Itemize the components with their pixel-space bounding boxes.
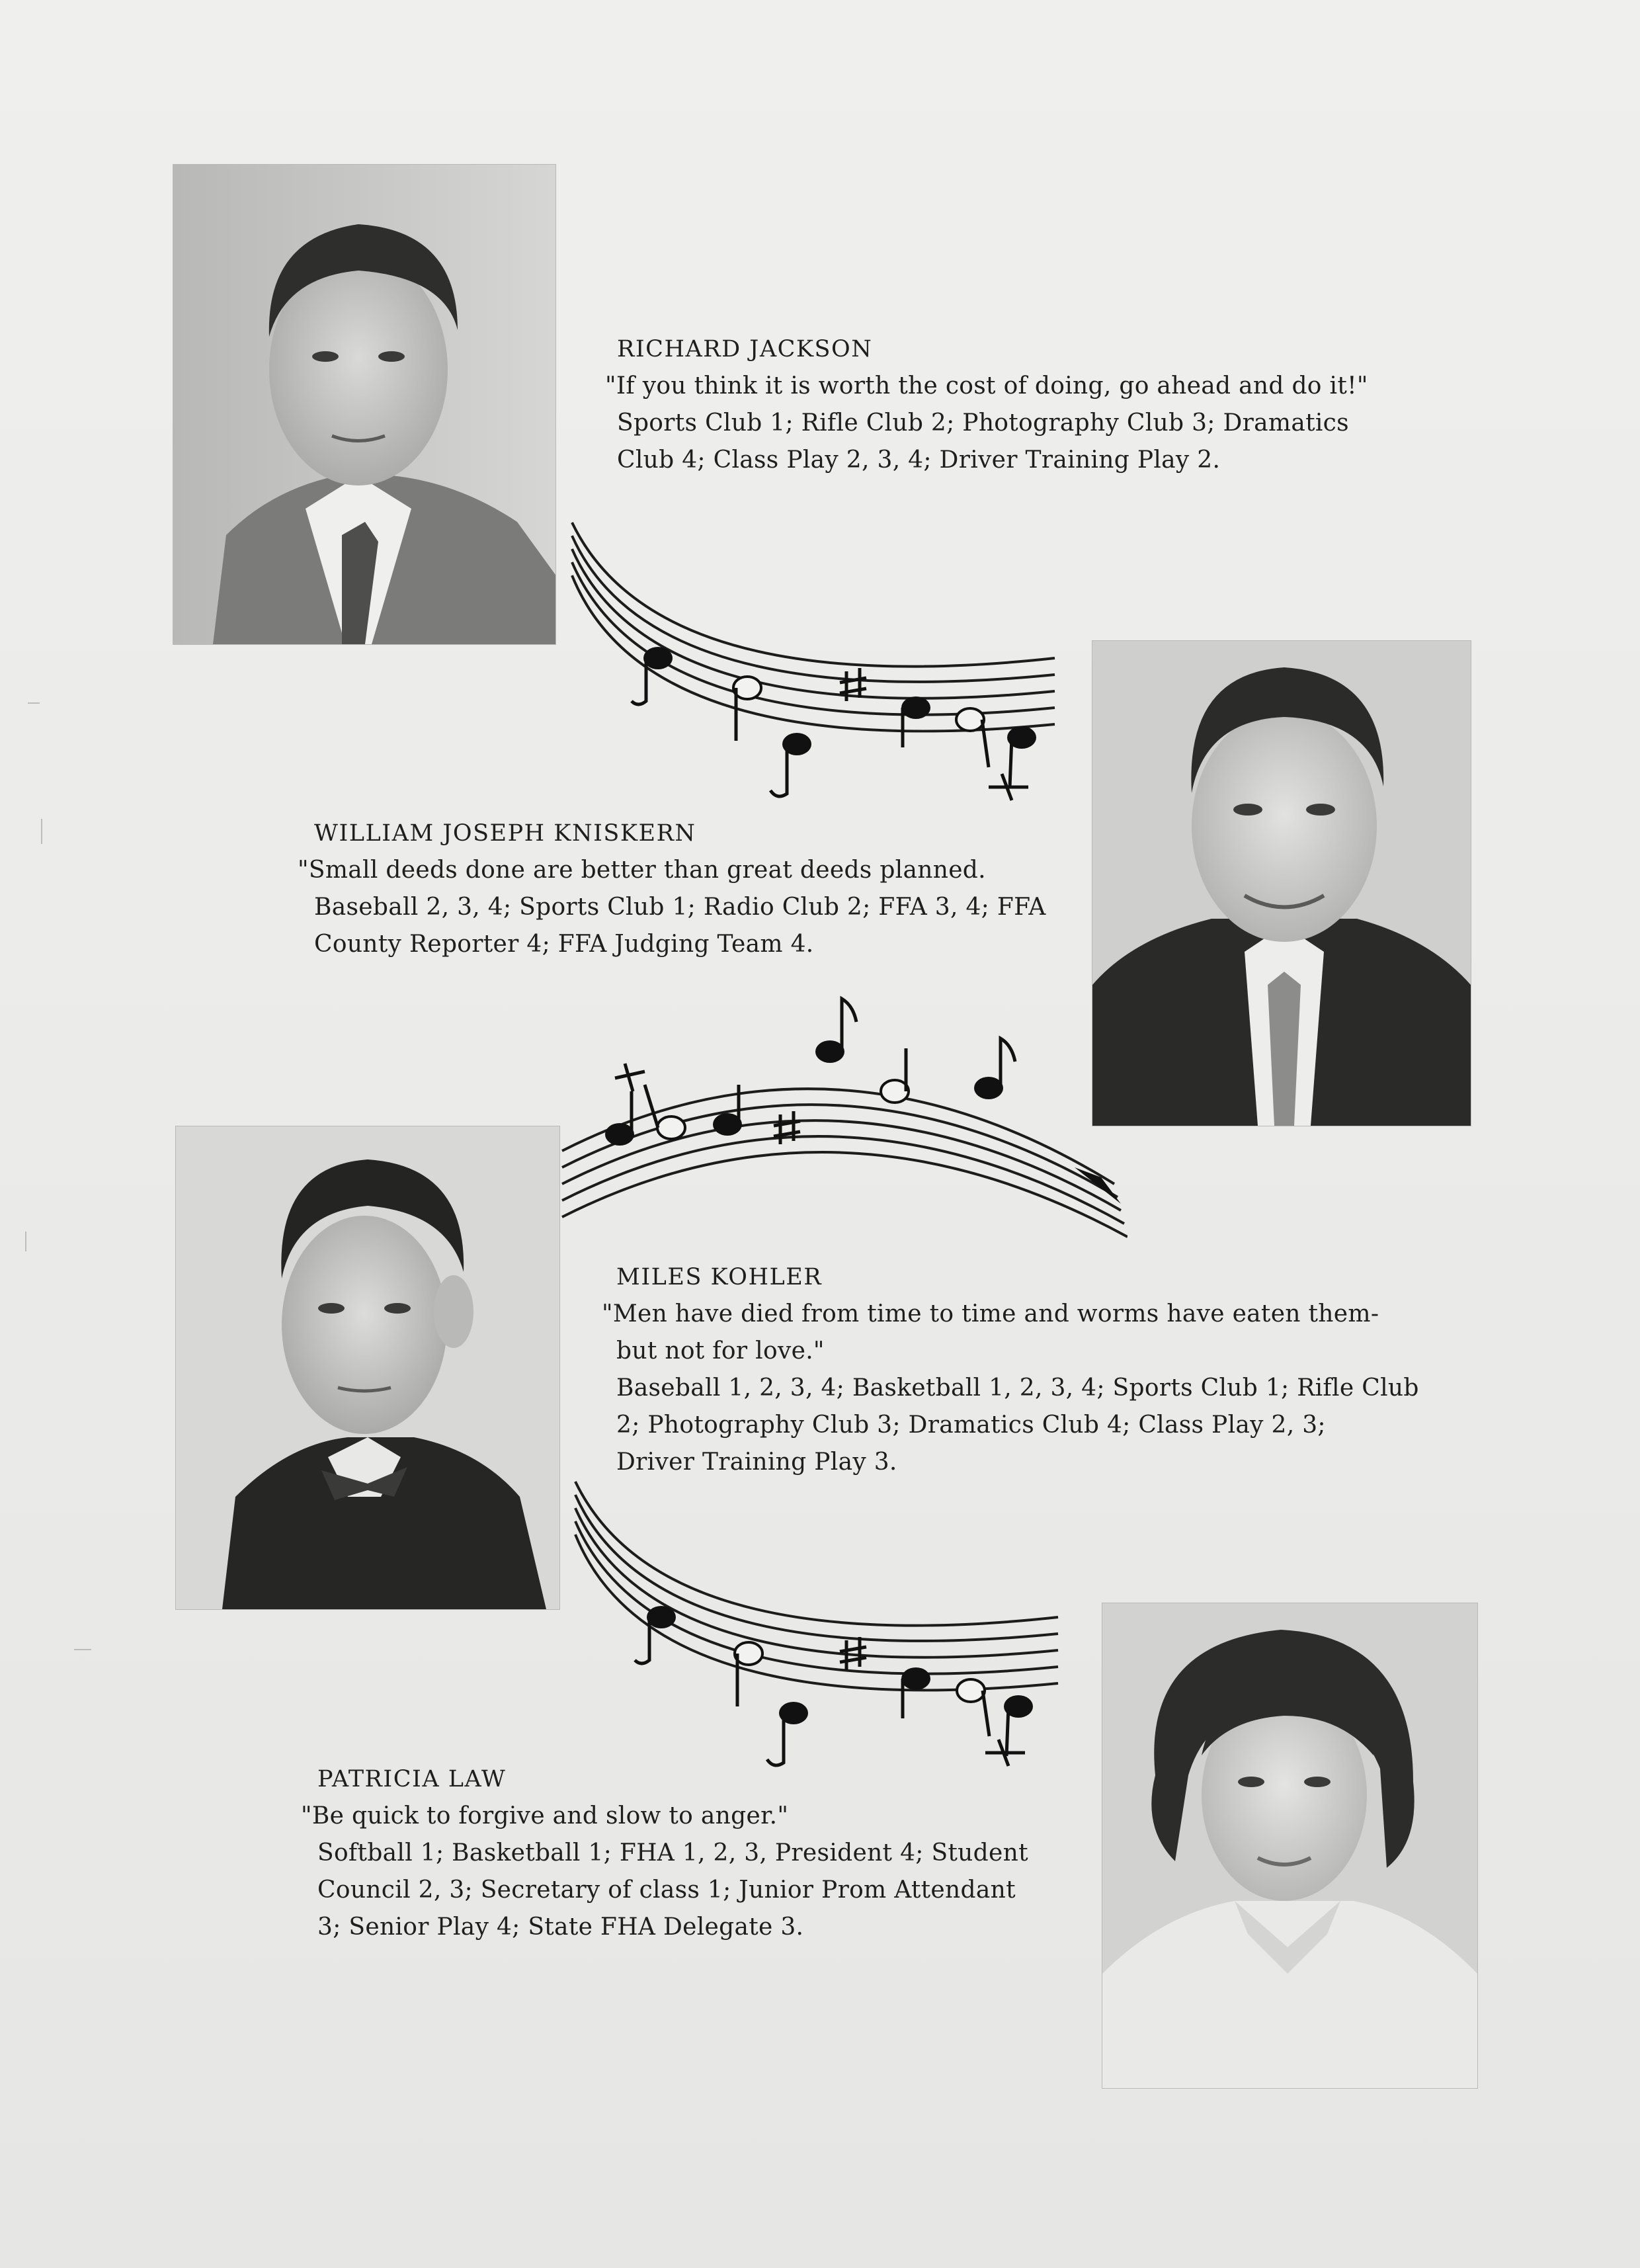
margin-mark [41,819,42,844]
portrait-image [176,1126,559,1609]
student-activities: Baseball 2, 3, 4; Sports Club 1; Radio Club 2; FFA 3, 4; FFA [314,894,1046,921]
music-staff-decoration [569,1468,1065,1779]
student-name: RICHARD JACKSON [617,336,873,362]
student-activities: County Reporter 4; FFA Judging Team 4. [314,931,814,958]
student-name: PATRICIA LAW [317,1766,507,1792]
margin-mark [74,1649,91,1650]
student-activities: Softball 1; Basketball 1; FHA 1, 2, 3, President 4; Student [317,1839,1028,1867]
portrait-image [1092,641,1471,1126]
student-name: WILLIAM JOSEPH KNISKERN [314,820,696,847]
student-quote: "If you think it is worth the cost of doing, go ahead and do it!" [605,372,1368,399]
portrait-patricia-law [1102,1603,1477,2088]
student-activities: Baseball 1, 2, 3, 4; Basketball 1, 2, 3, 4; Sports Club 1; Rifle Club [616,1374,1419,1402]
student-activities: Driver Training Play 3. [616,1449,897,1476]
music-staff-image [559,986,1128,1250]
student-activities: Club 4; Class Play 2, 3, 4; Driver Training Play 2. [617,446,1221,474]
student-activities: 2; Photography Club 3; Dramatics Club 4; Class Play 2, 3; [616,1411,1326,1439]
margin-mark [28,702,40,704]
bio-patricia-law [301,1761,1028,1946]
portrait-miles-kohler [176,1126,559,1609]
bio-richard-jackson [605,331,1368,479]
student-quote: but not for love." [616,1337,825,1365]
portrait-image [173,165,555,644]
portrait-william-kniskern [1092,641,1471,1126]
music-staff-decoration [565,509,1061,820]
student-activities: 3; Senior Play 4; State FHA Delegate 3. [317,1913,804,1941]
bio-miles-kohler [602,1259,1419,1481]
music-staff-image [569,1468,1065,1779]
student-quote: "Be quick to forgive and slow to anger." [301,1802,789,1829]
student-activities: Council 2, 3; Secretary of class 1; Junior Prom Attendant [317,1876,1016,1904]
student-name: MILES KOHLER [616,1264,823,1290]
music-staff-image [565,509,1061,820]
bio-william-kniskern [298,815,1046,963]
student-quote: "Men have died from time to time and worms have eaten them- [602,1300,1379,1327]
student-quote: "Small deeds done are better than great deeds planned. [298,857,986,884]
music-staff-decoration [559,986,1128,1250]
portrait-image [1102,1603,1477,2088]
student-activities: Sports Club 1; Rifle Club 2; Photography Club 3; Dramatics [617,409,1349,437]
portrait-richard-jackson [173,165,555,644]
margin-mark [25,1232,26,1251]
